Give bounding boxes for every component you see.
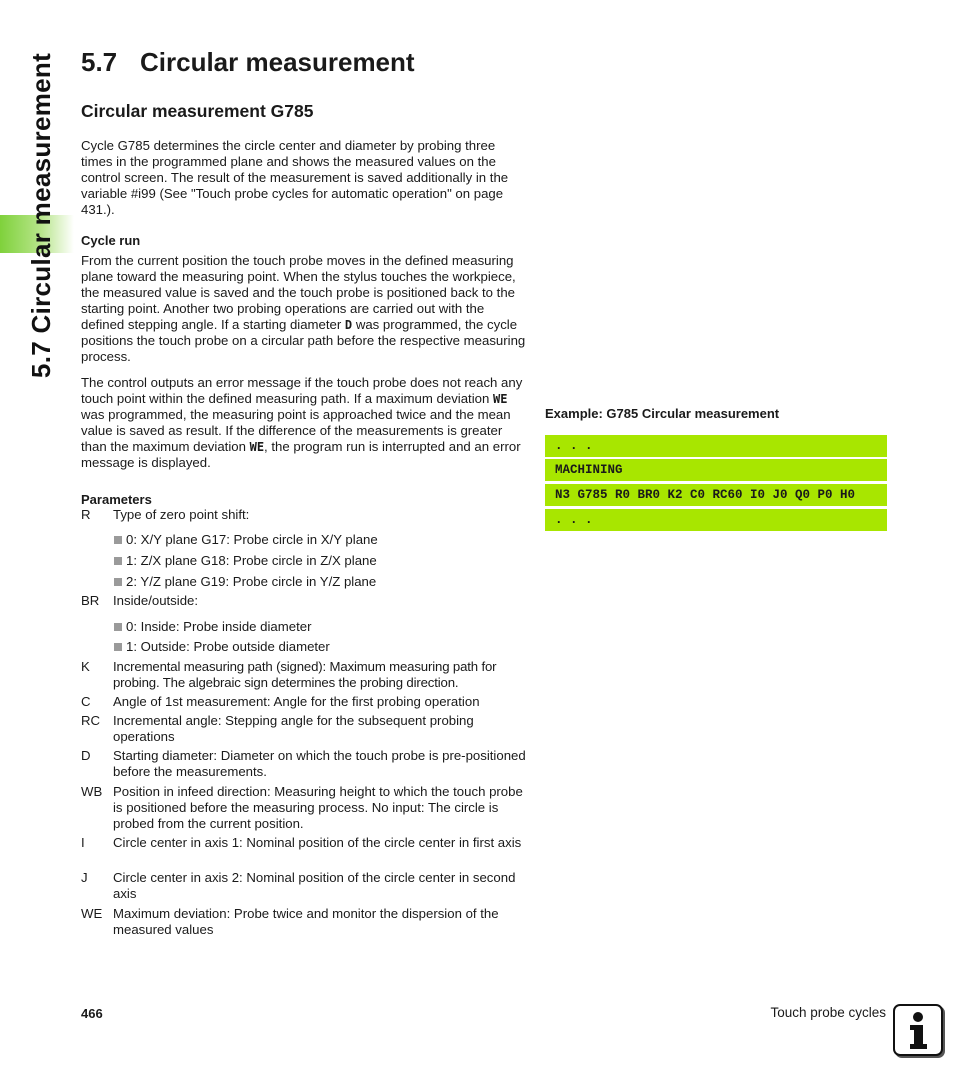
parameter-j <box>81 870 526 902</box>
parameter-rc <box>81 713 526 745</box>
parameter-wb <box>81 784 526 832</box>
parameter-description: Angle of 1st measurement: Angle for the first probing operation <box>113 694 480 709</box>
page-number: 466 <box>81 1006 103 1021</box>
example-code-line: MACHINING <box>545 459 887 481</box>
sidebar-chapter-title-text: 5.7 Circular measurement <box>26 52 57 378</box>
parameter-description: Incremental measuring path (signed): Maximum measuring path for probing. The algebraic sign determines the probing direction. <box>113 659 497 690</box>
example-code-line: . . . <box>545 509 887 531</box>
subsection-heading: Circular measurement G785 <box>81 101 314 121</box>
parameter-code: RC <box>81 713 101 728</box>
info-glyph <box>895 1006 941 1054</box>
sidebar-chapter-title <box>22 52 62 378</box>
bullet-square-icon <box>114 643 122 651</box>
parameter-r <box>81 507 526 523</box>
parameter-c <box>81 694 526 710</box>
parameter-description: Starting diameter: Diameter on which the touch probe is pre-positioned before the measurements. <box>113 748 526 779</box>
parameter-code: D <box>81 748 91 763</box>
parameter-d <box>81 748 526 780</box>
section-number: 5.7 <box>81 47 118 77</box>
parameter-br <box>81 593 526 609</box>
parameter-code: WE <box>81 906 103 921</box>
parameter-description: Inside/outside: <box>113 593 199 608</box>
keyword-d: D <box>344 318 353 332</box>
parameter-code: C <box>81 694 91 709</box>
cycle-run-paragraph-1: From the current position the touch probe moves in the defined measuring plane toward the measuring point. When the stylus touches the workpiece, the measured value is saved and the touch probe is positioned back to the starting point. Another two probing operations are carried out with the defined stepping angle. If a starting diameter D was programmed, the cycle positions the touch probe on a circular path before the respective measuring process. <box>81 253 526 364</box>
keyword-we: WE <box>249 440 265 454</box>
cycle-run-heading: Cycle run <box>81 233 141 248</box>
section-heading <box>81 47 415 78</box>
option-item: 2: Y/Z plane G19: Probe circle in Y/Z plane <box>114 574 376 590</box>
section-title: Circular measurement <box>140 47 415 77</box>
parameter-code: BR <box>81 593 100 608</box>
parameter-description: Circle center in axis 2: Nominal position of the circle center in second axis <box>113 870 516 901</box>
example-title: Example: G785 Circular measurement <box>545 406 780 421</box>
parameter-code: J <box>81 870 88 885</box>
cycle-run-paragraph-2: The control outputs an error message if the touch probe does not reach any touch point within the defined measuring path. If a maximum deviation WE was programmed, the measuring point is approached twice and the mean value is saved as result. If the difference of the measurements is greater than the maximum deviation WE, the program run is interrupted and an error message is displayed. <box>81 375 523 470</box>
option-item: 0: Inside: Probe inside diameter <box>114 619 311 635</box>
parameter-description: Circle center in axis 1: Nominal position of the circle center in first axis <box>113 835 522 850</box>
footer-chapter-title: Touch probe cycles <box>770 1005 886 1020</box>
parameter-k <box>81 659 526 691</box>
option-item: 1: Z/X plane G18: Probe circle in Z/X plane <box>114 553 377 569</box>
parameter-i <box>81 835 526 851</box>
parameter-description: Incremental angle: Stepping angle for the subsequent probing operations <box>113 713 474 744</box>
info-icon <box>893 1004 943 1056</box>
bullet-square-icon <box>114 536 122 544</box>
bullet-square-icon <box>114 578 122 586</box>
intro-paragraph: Cycle G785 determines the circle center and diameter by probing three times in the programmed plane and shows the measured values on the control screen. The result of the measurement is saved additionally in the variable #i99 (See "Touch probe cycles for automatic operation" on page 431.). <box>81 138 509 217</box>
option-item: 0: X/Y plane G17: Probe circle in X/Y plane <box>114 532 378 548</box>
parameter-code: K <box>81 659 90 674</box>
option-item: 1: Outside: Probe outside diameter <box>114 639 330 655</box>
parameter-description: Position in infeed direction: Measuring height to which the touch probe is positioned before the measuring process. No input: The circle is probed from the current position. <box>113 784 523 831</box>
parameter-code: WB <box>81 784 103 799</box>
parameter-we <box>81 906 526 938</box>
keyword-we: WE <box>492 392 508 406</box>
example-code-line: . . . <box>545 435 887 457</box>
example-code-line: N3 G785 R0 BR0 K2 C0 RC60 I0 J0 Q0 P0 H0 <box>545 484 887 506</box>
bullet-square-icon <box>114 557 122 565</box>
parameter-code: I <box>81 835 85 850</box>
parameter-description: Maximum deviation: Probe twice and monitor the dispersion of the measured values <box>113 906 499 937</box>
parameters-heading: Parameters <box>81 492 152 507</box>
parameter-description: Type of zero point shift: <box>113 507 250 522</box>
bullet-square-icon <box>114 623 122 631</box>
parameter-code: R <box>81 507 91 522</box>
